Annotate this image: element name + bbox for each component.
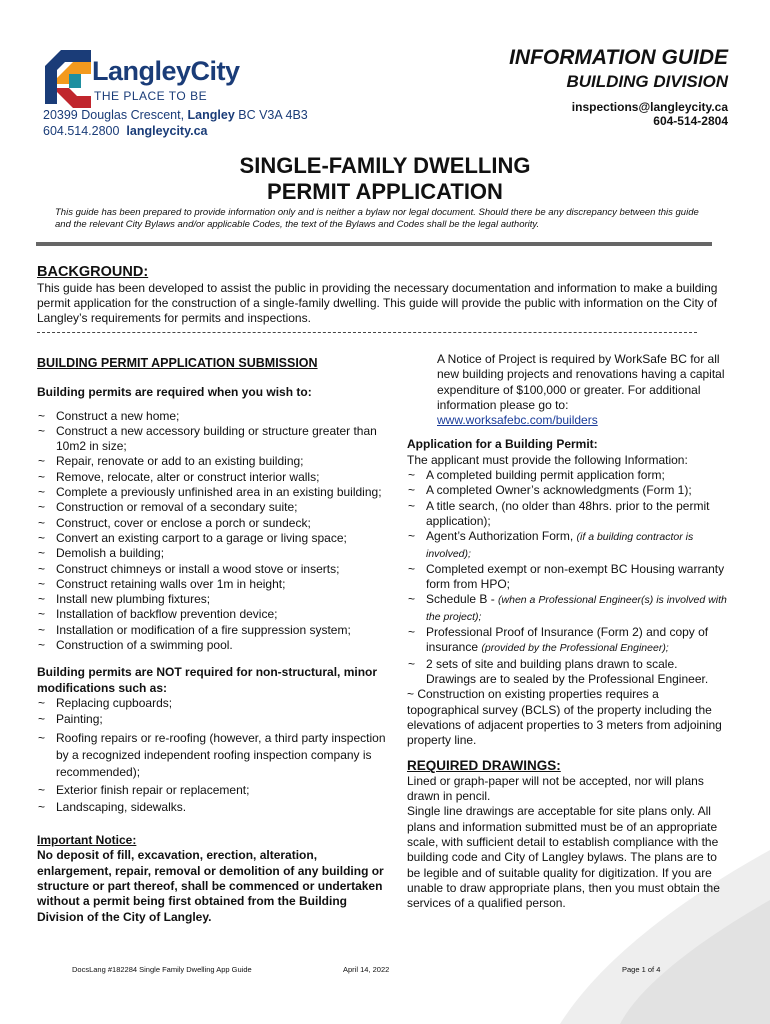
background-body: This guide has been developed to assist the public in providing the necessary documentation and information to make a building permit application for the construction of a single-family dwelling. This guide will provide the public with information on the City of Langley’s requirements for permits and inspections. — [37, 281, 718, 325]
notice-heading: Important Notice: — [37, 833, 137, 848]
list-item: ~ Installation of backflow prevention device; — [37, 607, 387, 622]
page-title: SINGLE-FAMILY DWELLING PERMIT APPLICATION — [239, 153, 531, 204]
list-item: ~ 2 sets of site and building plans drawn to scale. Drawings are to sealed by the Professional Engineer. — [407, 657, 727, 688]
list-item: ~ Roofing repairs or re-roofing (however, a third party inspection by a recognized independent roofing inspection company is recommended); — [37, 730, 387, 781]
drawings-body-2: Single line drawings are acceptable for site plans only. All plans and information submitted must be of an appropriate scale, with sufficient detail to establish compliance with the building code and City of Langley bylaws. The plans are to be legible and of suitable quality for digitization. If you are unable to draw appropriate plans, then you must obtain the services of a qualified person. — [407, 804, 720, 911]
list-item: ~ Construction of a swimming pool. — [37, 638, 387, 653]
list-item: ~ Remove, relocate, alter or construct interior walls; — [37, 470, 387, 485]
list-item: ~ Construct retaining walls over 1m in height; — [37, 577, 387, 592]
required-intro: Building permits are required when you wish to: — [37, 385, 312, 400]
notice-body: No deposit of fill, excavation, erection, alteration, enlargement, repair, removal or demolition of any building or structure or part thereof, shall be commenced or undertaken without a permit being first obtained from the Building Division of the City of Langley. — [37, 848, 384, 924]
list-item: ~ Convert an existing carport to a garage or living space; — [37, 531, 387, 546]
list-item: ~ Installation or modification of a fire suppression system; — [37, 623, 387, 638]
list-item: ~ Painting; — [37, 712, 387, 727]
right-column — [407, 352, 727, 911]
list-item: ~ Construction or removal of a secondary suite; — [37, 500, 387, 515]
worksafe-notice: A Notice of Project is required by WorkSafe BC for all new building projects and renovations having a capital expenditure of $100,000 or greater. For additional information please go to: — [437, 352, 725, 412]
list-item: ~ Landscaping, sidewalks. — [37, 800, 387, 815]
required-list — [37, 409, 387, 654]
city-phone: 604.514.2800 — [43, 124, 120, 138]
required-drawings-heading: REQUIRED DRAWINGS: — [407, 758, 561, 774]
information-guide-title: INFORMATION GUIDE — [509, 46, 728, 69]
footer-doc-id: DocsLang #182284 Single Family Dwelling App Guide — [72, 965, 252, 974]
inspections-email: inspections@langleycity.ca — [571, 100, 728, 114]
list-item: ~ A completed building permit application form; — [407, 468, 727, 483]
logo-wordmark: LangleyCity — [92, 56, 240, 86]
existing-properties-note: ~ Construction on existing properties requires a topographical survey (BCLS) of the property including the elevations of adjacent properties to 3 meters from adjoining property line. — [407, 687, 722, 748]
list-item: ~ A completed Owner’s acknowledgments (Form 1); — [407, 483, 727, 498]
list-item: ~ Schedule B - (when a Professional Engineer(s) is involved with the project); — [407, 592, 727, 625]
list-item: ~ Exterior finish repair or replacement; — [37, 783, 387, 798]
list-item: ~ Construct chimneys or install a wood stove or inserts; — [37, 562, 387, 577]
header-right — [509, 46, 728, 128]
list-item: ~ Complete a previously unfinished area in an existing building; — [37, 485, 387, 500]
left-column — [37, 356, 387, 925]
submission-heading: BUILDING PERMIT APPLICATION SUBMISSION — [37, 356, 318, 370]
city-address: 20399 Douglas Crescent, Langley BC V3A 4B3 604.514.2800 langleycity.ca — [43, 108, 308, 138]
disclaimer: This guide has been prepared to provide information only and is neither a bylaw nor legal document. Should there be any discrepancy between this guide and the relevant City Bylaws and/or applicable Codes, the text of the Bylaws and Codes shall be the legal authority. — [55, 207, 699, 230]
list-item: ~ Construct a new home; — [37, 409, 387, 424]
list-item: ~ Construct a new accessory building or structure greater than 10m2 in size; — [37, 424, 387, 455]
footer-date: April 14, 2022 — [343, 965, 390, 974]
application-heading: Application for a Building Permit: — [407, 437, 598, 452]
list-item: ~ Construct, cover or enclose a porch or sundeck; — [37, 516, 387, 531]
list-item: ~ A title search, (no older than 48hrs. prior to the permit application); — [407, 499, 727, 530]
drawings-body-1: Lined or graph-paper will not be accepted, nor will plans drawn in pencil. — [407, 773, 704, 804]
list-item: ~ Professional Proof of Insurance (Form 2) and copy of insurance (provided by the Professional Engineer); — [407, 625, 727, 657]
list-item: ~ Replacing cupboards; — [37, 696, 387, 711]
header-divider — [36, 242, 712, 246]
background-heading: BACKGROUND: — [37, 264, 149, 280]
list-item: ~ Install new plumbing fixtures; — [37, 592, 387, 607]
section-divider — [37, 332, 697, 333]
application-list — [407, 468, 727, 687]
logo-tagline: THE PLACE TO BE — [94, 89, 208, 103]
application-intro: The applicant must provide the following Information: — [407, 452, 688, 467]
inspections-phone: 604-514-2804 — [653, 114, 728, 128]
not-required-intro: Building permits are NOT required for non-structural, minor modifications such as: — [37, 665, 378, 695]
list-item: ~ Demolish a building; — [37, 546, 387, 561]
list-item: ~ Completed exempt or non-exempt BC Housing warranty form from HPO; — [407, 562, 727, 593]
list-item: ~ Repair, renovate or add to an existing building; — [37, 454, 387, 469]
worksafe-link[interactable]: www.worksafebc.com/builders — [437, 413, 598, 428]
footer-page-number: Page 1 of 4 — [622, 965, 661, 974]
list-item: ~ Agent’s Authorization Form, (if a building contractor is involved); — [407, 529, 727, 562]
not-required-list — [37, 696, 387, 815]
city-website: langleycity.ca — [126, 124, 208, 138]
building-division-title: BUILDING DIVISION — [566, 72, 728, 91]
